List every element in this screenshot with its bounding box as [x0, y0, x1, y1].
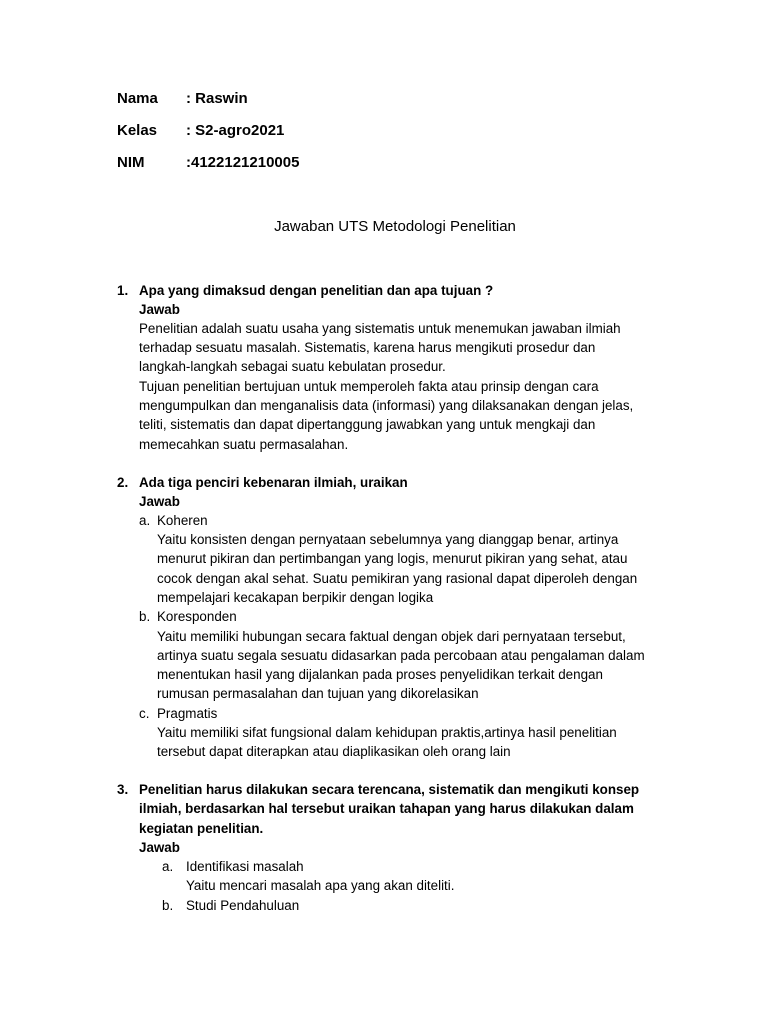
question-1-text: Apa yang dimaksud dengan penelitian dan apa tujuan ?	[139, 283, 494, 298]
question-1-answer-line: langkah-langkah sebagai suatu kebulatan prosedur.	[139, 359, 446, 374]
item-2b-title: Koresponden	[157, 609, 237, 624]
class-value: : S2-agro2021	[186, 122, 285, 139]
item-2a-line: menurut pikiran dan pertimbangan yang logis, menurut pikiran yang sehat, atau	[157, 551, 628, 566]
class-label: Kelas	[117, 122, 158, 139]
item-2b-line: artinya suatu segala sesuatu didasarkan pada percobaan atau pengalaman dalam	[157, 648, 645, 663]
item-3a-line: Yaitu mencari masalah apa yang akan diteliti.	[186, 878, 455, 893]
name-row	[117, 90, 248, 107]
nim-row	[117, 154, 299, 171]
item-2a-line: cocok dengan akal sehat. Suatu pemikiran yang rasional dapat diperoleh dengan	[157, 571, 638, 586]
question-3-text-line: ilmiah, berdasarkan hal tersebut uraikan tahapan yang harus dilakukan dalam	[139, 801, 634, 816]
item-2c-line: tersebut dapat diterapkan atau diaplikasikan oleh orang lain	[157, 744, 511, 759]
item-2c-line: Yaitu memiliki sifat fungsional dalam kehidupan praktis,artinya hasil penelitian	[157, 725, 617, 740]
question-3-text-line: kegiatan penelitian.	[139, 821, 264, 836]
question-1-answer-line: teliti, sistematis dan dapat dipertanggung jawabkan yang untuk mengkaji dan	[139, 417, 596, 432]
item-2b-line: menentukan hasil yang dijalankan pada proses penyelidikan terkait dengan	[157, 667, 603, 682]
item-3b-marker: b.	[162, 898, 174, 913]
question-2-answer-label: Jawab	[139, 494, 180, 509]
item-2a-marker: a.	[139, 513, 151, 528]
class-row	[117, 122, 284, 139]
question-1-answer-line: memecahkan suatu permasalahan.	[139, 437, 349, 452]
nim-value: :4122121210005	[186, 154, 300, 171]
question-1-answer-line: mengumpulkan dan menganalisis data (informasi) yang dilaksanakan dengan jelas,	[139, 398, 634, 413]
question-1-number: 1.	[117, 283, 129, 298]
item-2a-line: mempelajari kecakapan berpikir dengan logika	[157, 590, 434, 605]
item-2a-line: Yaitu konsisten dengan pernyataan sebelumnya yang dianggap benar, artinya	[157, 532, 619, 547]
question-1-answer-line: Penelitian adalah suatu usaha yang sistematis untuk menemukan jawaban ilmiah	[139, 321, 621, 336]
item-2b-line: Yaitu memiliki hubungan secara faktual dengan objek dari pernyataan tersebut,	[157, 629, 626, 644]
question-2-text: Ada tiga penciri kebenaran ilmiah, uraikan	[139, 475, 408, 490]
item-3b-title: Studi Pendahuluan	[186, 898, 300, 913]
item-2c-marker: c.	[139, 706, 150, 721]
question-3-text-line: Penelitian harus dilakukan secara terencana, sistematik dan mengikuti konsep	[139, 782, 640, 797]
name-value: : Raswin	[186, 90, 248, 107]
nim-label: NIM	[117, 154, 145, 171]
question-1-answer-label: Jawab	[139, 302, 180, 317]
name-label: Nama	[117, 90, 158, 107]
item-2b-marker: b.	[139, 609, 151, 624]
question-1-answer-line: terhadap sesuatu masalah. Sistematis, karena harus mengikuti prosedur dan	[139, 340, 596, 355]
item-2c-title: Pragmatis	[157, 706, 218, 721]
question-3-number: 3.	[117, 782, 129, 797]
document-title: Jawaban UTS Metodologi Penelitian	[274, 218, 516, 235]
item-3a-title: Identifikasi masalah	[186, 859, 304, 874]
question-3-answer-label: Jawab	[139, 840, 180, 855]
item-3a-marker: a.	[162, 859, 174, 874]
item-2b-line: rumusan permasalahan dan tujuan yang dikorelasikan	[157, 686, 479, 701]
question-2-number: 2.	[117, 475, 129, 490]
item-2a-title: Koheren	[157, 513, 208, 528]
question-1-answer-line: Tujuan penelitian bertujuan untuk memperoleh fakta atau prinsip dengan cara	[139, 379, 599, 394]
